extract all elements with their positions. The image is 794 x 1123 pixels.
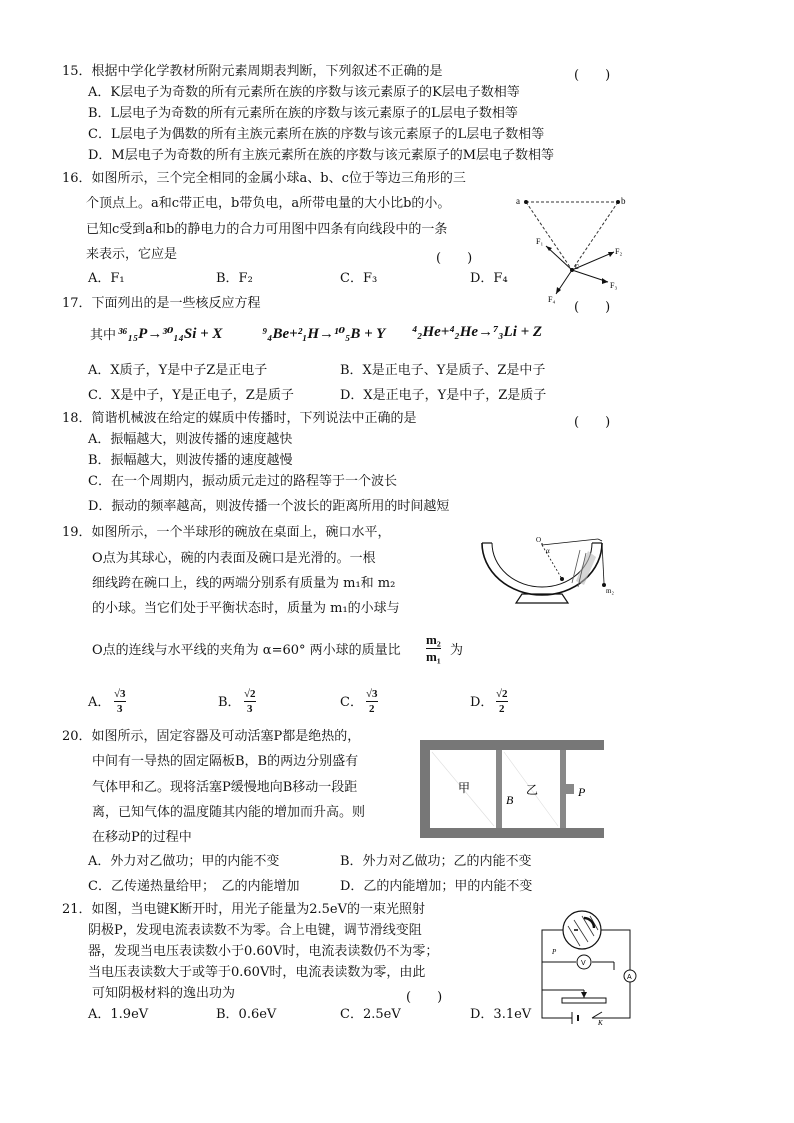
q15-option-c[interactable]: C．L层电子为偶数的所有主族元素所在族的序数与该元素原子的L层电子数相等	[88, 127, 545, 142]
q19-label-alpha: α	[546, 547, 550, 555]
q20-line-4: 离，已知气体的温度随其内能的增加而升高。则	[92, 805, 366, 820]
q20-option-c[interactable]: C．乙传递热量给甲； 乙的内能增加	[88, 879, 300, 894]
q17-equation-2: ⁹₄Be+²₁H→¹⁰₅B + Y	[262, 326, 386, 342]
q19-option-b-value[interactable]: √2 3	[244, 688, 256, 715]
q19-line-1: 19．如图所示，一个半球形的碗放在桌面上，碗口水平，	[62, 525, 391, 540]
q17-equation-3: ⁴₂He+⁴₂He→⁷₃Li + Z	[412, 324, 543, 340]
q16-charge-triangle-figure	[510, 190, 630, 305]
q21-line-2: 阴极P，发现电流表读数不为零。合上电键，调节滑线变阻	[88, 923, 422, 938]
q20-container-figure	[418, 738, 608, 840]
q20-line-1: 20．如图所示，固定容器及可动活塞P都是绝热的，	[62, 729, 361, 744]
q19-label-m: m₂	[606, 587, 614, 595]
q16-line-2: 个顶点上。a和c带正电，b带负电，a所带电量的大小比b的小。	[86, 196, 451, 211]
q20-option-d[interactable]: D．乙的内能增加；甲的内能不变	[340, 879, 533, 894]
q18-option-d[interactable]: D．振动的频率越高，则波传播一个波长的距离所用的时间越短	[88, 499, 450, 514]
q21-option-b[interactable]: B．0.6eV	[216, 1007, 277, 1022]
q21-label-k: K	[598, 1019, 603, 1027]
q20-line-2: 中间有一导热的固定隔板B，B的两边分别盛有	[92, 754, 359, 769]
q16-line-3: 已知c受到a和b的静电力的合力可用图中四条有向线段中的一条	[86, 222, 448, 237]
q20-label-p: P	[578, 785, 586, 799]
q16-line-4: 来表示，它应是	[86, 247, 178, 262]
q19-line-2: O点为其球心，碗的内表面及碗口是光滑的。一根	[92, 551, 376, 566]
q15-answer-blank[interactable]: ( )	[574, 68, 611, 83]
q19-mass-ratio	[426, 633, 441, 664]
q19-option-d[interactable]: D．	[470, 695, 494, 710]
q17-option-a[interactable]: A．X质子，Y是中子Z是正电子	[88, 363, 268, 378]
q21-photoelectric-circuit-figure	[538, 906, 638, 1026]
q16-label-f3: F₃	[610, 281, 618, 290]
q19-line-3: 细线跨在碗口上，线的两端分别系有质量为 m₁和 m₂	[92, 576, 396, 591]
q21-option-a[interactable]: A．1.9eV	[88, 1007, 149, 1022]
q15-option-d[interactable]: D．M层电子为奇数的所有主族元素所在族的序数与该元素原子的M层电子数相等	[88, 148, 555, 163]
q19-line-5: O点的连线与水平线的夹角为 α=60° 两小球的质量比	[92, 643, 401, 658]
q19-option-d-value[interactable]: √2 2	[496, 688, 508, 715]
q19-option-a-value[interactable]: √3 3	[114, 688, 126, 715]
q21-label-p: P	[552, 948, 557, 956]
q20-label-yi: 乙	[526, 783, 539, 797]
q17-option-d[interactable]: D．X是正电子，Y是中子，Z是质子	[340, 388, 547, 403]
q21-line-3: 器，发现当电压表读数小于0.60V时，电流表读数仍不为零；	[88, 944, 439, 959]
q16-answer-blank[interactable]: ( )	[436, 251, 473, 266]
q16-option-b[interactable]: B．F₂	[216, 271, 253, 286]
q19-bowl-figure	[478, 535, 618, 610]
q20-line-3: 气体甲和乙。现将活塞P缓慢地向B移动一段距	[92, 780, 358, 795]
q21-option-c[interactable]: C．2.5eV	[340, 1007, 401, 1022]
q19-option-c[interactable]: C．	[340, 695, 363, 710]
q20-option-b[interactable]: B．外力对乙做功；乙的内能不变	[340, 854, 532, 869]
q20-option-a[interactable]: A．外力对乙做功；甲的内能不变	[88, 854, 280, 869]
q17-prefix: 其中	[90, 328, 117, 343]
q16-label-f1: F₁	[536, 237, 544, 246]
q21-answer-blank[interactable]: ( )	[406, 990, 443, 1005]
q16-label-f2: F₂	[615, 247, 623, 256]
q17-equation-1: ³⁶₁₅P→³⁰₁₄Si + X	[118, 326, 223, 342]
q19-option-c-value[interactable]: √3 2	[366, 688, 378, 715]
q17-option-b[interactable]: B．X是正电子、Y是质子、Z是中子	[340, 363, 546, 378]
q17-option-c[interactable]: C．X是中子，Y是正电子，Z是质子	[88, 388, 294, 403]
q18-option-c[interactable]: C．在一个周期内，振动质元走过的路程等于一个波长	[88, 474, 397, 489]
q20-label-b: B	[506, 793, 514, 807]
q19-option-b[interactable]: B．	[218, 695, 241, 710]
q18-option-b[interactable]: B．振幅越大，则波传播的速度越慢	[88, 453, 293, 468]
q16-option-d[interactable]: D．F₄	[470, 271, 508, 286]
q19-ratio-numerator: m₂	[426, 632, 441, 647]
q17-stem: 17．下面列出的是一些核反应方程	[62, 296, 261, 311]
q21-line-1: 21．如图，当电键K断开时，用光子能量为2.5eV的一束光照射	[62, 902, 426, 917]
q21-option-d[interactable]: D．3.1eV	[470, 1007, 532, 1022]
q15-option-b[interactable]: B．L层电子为奇数的所有元素所在族的序数与该元素原子的L层电子数相等	[88, 106, 518, 121]
q19-option-a[interactable]: A．	[88, 695, 111, 710]
q17-answer-blank[interactable]: ( )	[574, 300, 611, 315]
q19-line-5-end: 为	[450, 643, 464, 658]
q18-answer-blank[interactable]: ( )	[574, 415, 611, 430]
q16-label-a: a	[516, 196, 520, 206]
q16-option-c[interactable]: C．F₃	[340, 271, 378, 286]
q21-line-5: 可知阴极材料的逸出功为	[92, 986, 236, 1001]
q21-label-a: A	[627, 974, 632, 981]
q18-option-a[interactable]: A．振幅越大，则波传播的速度越快	[88, 432, 293, 447]
q19-label-o: O	[536, 536, 542, 544]
q20-line-5: 在移动P的过程中	[92, 830, 192, 845]
q19-line-4: 的小球。当它们处于平衡状态时，质量为 m₁的小球与	[92, 601, 400, 616]
q16-option-a[interactable]: A．F₁	[88, 271, 125, 286]
q16-label-f4: F₄	[548, 295, 556, 304]
q18-stem: 18．简谐机械波在给定的媒质中传播时，下列说法中正确的是	[62, 411, 417, 426]
q15-stem: 15．根据中学化学教材所附元素周期表判断，下列叙述不正确的是	[62, 64, 443, 79]
q20-label-jia: 甲	[458, 781, 471, 795]
q16-label-b: b	[621, 196, 626, 206]
q15-option-a[interactable]: A．K层电子为奇数的所有元素所在族的序数与该元素原子的K层电子数相等	[88, 85, 520, 100]
q16-label-c: c	[575, 261, 579, 271]
q21-line-4: 当电压表读数大于或等于0.60V时，电流表读数为零，由此	[88, 965, 426, 980]
q19-ratio-denominator: m₁	[426, 649, 441, 664]
q16-line-1: 16．如图所示，三个完全相同的金属小球a、b、c位于等边三角形的三	[62, 171, 466, 186]
q21-label-v: V	[581, 960, 586, 967]
